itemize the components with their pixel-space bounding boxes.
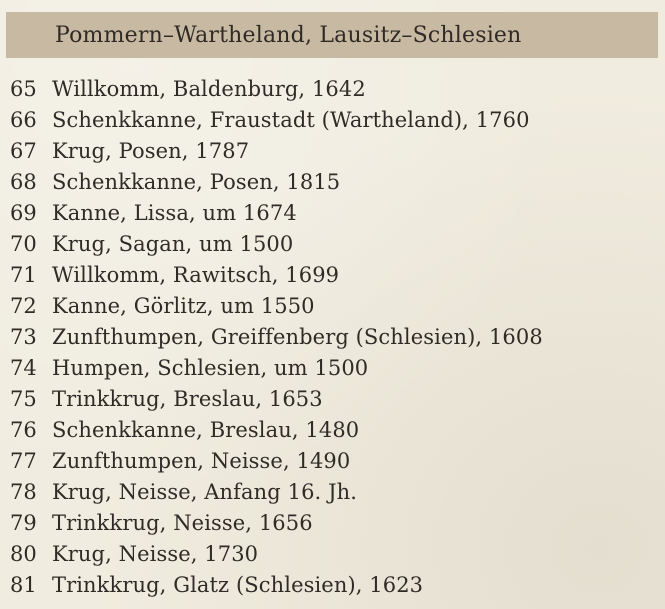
item-number: 71: [10, 262, 37, 287]
item-text: Trinkkrug, Glatz (Schlesien), 1623: [52, 572, 424, 597]
item-text: Krug, Posen, 1787: [52, 138, 250, 163]
item-number: 77: [10, 448, 37, 473]
item-number: 75: [10, 386, 37, 411]
item-text: Willkomm, Rawitsch, 1699: [52, 262, 340, 287]
item-number: 72: [10, 293, 37, 318]
section-title: Pommern–Wartheland, Lausitz–Schlesien: [55, 22, 522, 48]
item-number: 76: [10, 417, 37, 442]
item-number: 69: [10, 200, 37, 225]
list-item: [10, 352, 660, 383]
section-header: [6, 12, 658, 58]
list-item: [10, 290, 660, 321]
list-item: [10, 538, 660, 569]
list-item: [10, 197, 660, 228]
item-text: Humpen, Schlesien, um 1500: [52, 355, 369, 380]
list-item: [10, 569, 660, 600]
item-text: Schenkkanne, Fraustadt (Wartheland), 1760: [52, 107, 530, 132]
list-item: [10, 259, 660, 290]
item-number: 65: [10, 76, 37, 101]
item-number: 79: [10, 510, 37, 535]
catalog-list: [10, 73, 660, 600]
list-item: [10, 476, 660, 507]
item-text: Willkomm, Baldenburg, 1642: [52, 76, 366, 101]
item-text: Trinkkrug, Breslau, 1653: [52, 386, 323, 411]
item-number: 74: [10, 355, 37, 380]
item-number: 66: [10, 107, 37, 132]
item-number: 73: [10, 324, 37, 349]
item-number: 70: [10, 231, 37, 256]
item-text: Schenkkanne, Posen, 1815: [52, 169, 341, 194]
list-item: [10, 321, 660, 352]
item-text: Krug, Sagan, um 1500: [52, 231, 294, 256]
item-number: 80: [10, 541, 37, 566]
list-item: [10, 414, 660, 445]
item-text: Schenkkanne, Breslau, 1480: [52, 417, 360, 442]
item-text: Kanne, Görlitz, um 1550: [52, 293, 315, 318]
list-item: [10, 383, 660, 414]
list-item: [10, 166, 660, 197]
item-text: Trinkkrug, Neisse, 1656: [52, 510, 313, 535]
list-item: [10, 507, 660, 538]
item-number: 78: [10, 479, 37, 504]
item-text: Zunfthumpen, Greiffenberg (Schlesien), 1608: [52, 324, 543, 349]
list-item: [10, 73, 660, 104]
item-number: 67: [10, 138, 37, 163]
list-item: [10, 135, 660, 166]
item-number: 81: [10, 572, 37, 597]
list-item: [10, 228, 660, 259]
item-number: 68: [10, 169, 37, 194]
item-text: Zunfthumpen, Neisse, 1490: [52, 448, 351, 473]
list-item: [10, 445, 660, 476]
list-item: [10, 104, 660, 135]
item-text: Krug, Neisse, Anfang 16. Jh.: [52, 479, 358, 504]
item-text: Krug, Neisse, 1730: [52, 541, 259, 566]
item-text: Kanne, Lissa, um 1674: [52, 200, 297, 225]
